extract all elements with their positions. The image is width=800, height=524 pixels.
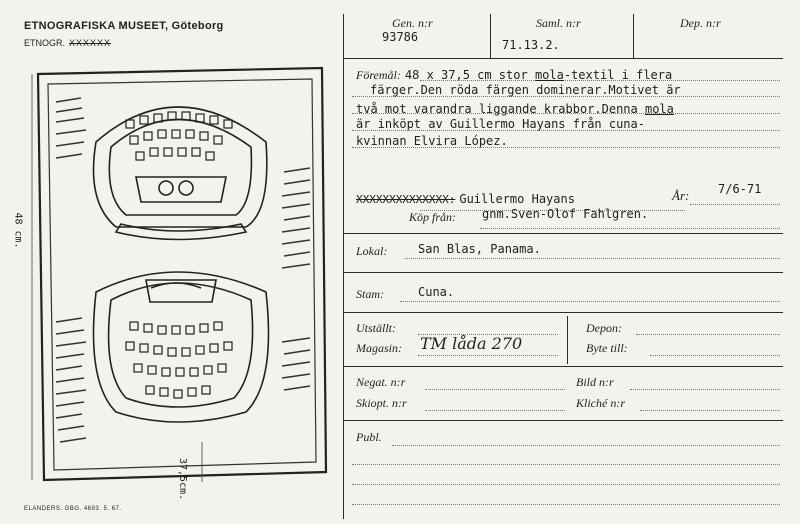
foremal-text-1b: -textil i flera (563, 68, 673, 82)
gen-nr-label: Gen. n:r (392, 16, 433, 30)
rule-after-photo (343, 420, 783, 421)
textile-outline (38, 68, 326, 480)
stam-value: Cuna. (418, 285, 455, 299)
foremal-line2: färger.Den röda färgen dominerar.Motivet är (370, 83, 681, 97)
kop-fran-value: gnm.Sven-Olof Fahlgren. (482, 207, 649, 221)
panel-divider (343, 14, 344, 519)
storage-divider (567, 316, 568, 364)
crab-bottom (94, 272, 269, 422)
acquisition-struck: XXXXXXXXXXXXXX: (356, 193, 456, 206)
lokal-label: Lokal: (356, 244, 388, 258)
publ-label: Publ. (356, 430, 382, 444)
foremal-text-3a: två mot varandra liggande krabbor.Denna (356, 102, 645, 116)
stam-label: Stam: (356, 287, 384, 301)
foremal-label: Föremål: (356, 68, 401, 82)
printer-mark: ELANDERS. GBG. 4693. 5. 67. (24, 506, 122, 512)
textile-inner-border (48, 79, 316, 470)
fringe-right (282, 168, 310, 390)
byte-till-label: Byte till: (586, 341, 628, 355)
bild-nr-label: Bild n:r (576, 375, 614, 389)
saml-nr-value: 71.13.2. (502, 38, 560, 52)
foremal-mola-3: mola (644, 102, 674, 116)
etnogr-label-text: ETNOGR. (24, 38, 66, 48)
magasin-value: TM låda 270 (420, 334, 523, 353)
etnogr-label (24, 38, 111, 48)
magasin-label: Magasin: (356, 341, 402, 355)
foremal-line4: är inköpt av Guillermo Hayans från cuna- (356, 117, 645, 131)
ar-value: 7/6-71 (718, 182, 762, 196)
negat-nr-label: Negat. n:r (356, 375, 406, 389)
gen-nr-value: 93786 (382, 30, 419, 44)
cliche-nr-label: Kliché n:r (576, 396, 625, 410)
foremal-text-1a: 48 x 37,5 cm stor (404, 68, 535, 82)
lokal-value: San Blas, Panama. (418, 242, 541, 256)
foremal-line1 (356, 66, 672, 84)
depon-label: Depon: (586, 321, 622, 335)
utstallt-label: Utställt: (356, 321, 397, 335)
ar-label: År: (672, 188, 690, 203)
foremal-line5: kvinnan Elvira López. (356, 134, 508, 148)
header-rule (343, 58, 783, 59)
rule-after-stam (343, 312, 783, 313)
foremal-mola-1: mola (534, 68, 564, 82)
etnogr-struck: XXXXXX (69, 38, 112, 48)
kop-fran-label: Köp från: (409, 210, 457, 224)
acquisition-name: Guillermo Hayans (459, 192, 575, 206)
acquisition-line (356, 190, 575, 208)
foremal-line3 (356, 100, 674, 118)
crab-top (94, 107, 267, 240)
height-dimension-label: 48 cm. (12, 212, 24, 249)
num-divider-2 (633, 14, 634, 58)
crab-bottom-squares (126, 322, 232, 398)
rule-after-storage (343, 366, 783, 367)
num-divider-1 (490, 14, 491, 58)
rule-after-lokal (343, 272, 783, 273)
width-dimension-label: 37,5cm. (177, 458, 188, 501)
fringe-left (56, 98, 86, 442)
rule-after-acquisition (343, 233, 783, 234)
skiopt-nr-label: Skiopt. n:r (356, 396, 407, 410)
mola-drawing (26, 52, 336, 492)
museum-name: ETNOGRAFISKA MUSEET, Göteborg (24, 20, 224, 32)
dep-nr-label: Dep. n:r (680, 16, 721, 30)
saml-nr-label: Saml. n:r (536, 16, 581, 30)
